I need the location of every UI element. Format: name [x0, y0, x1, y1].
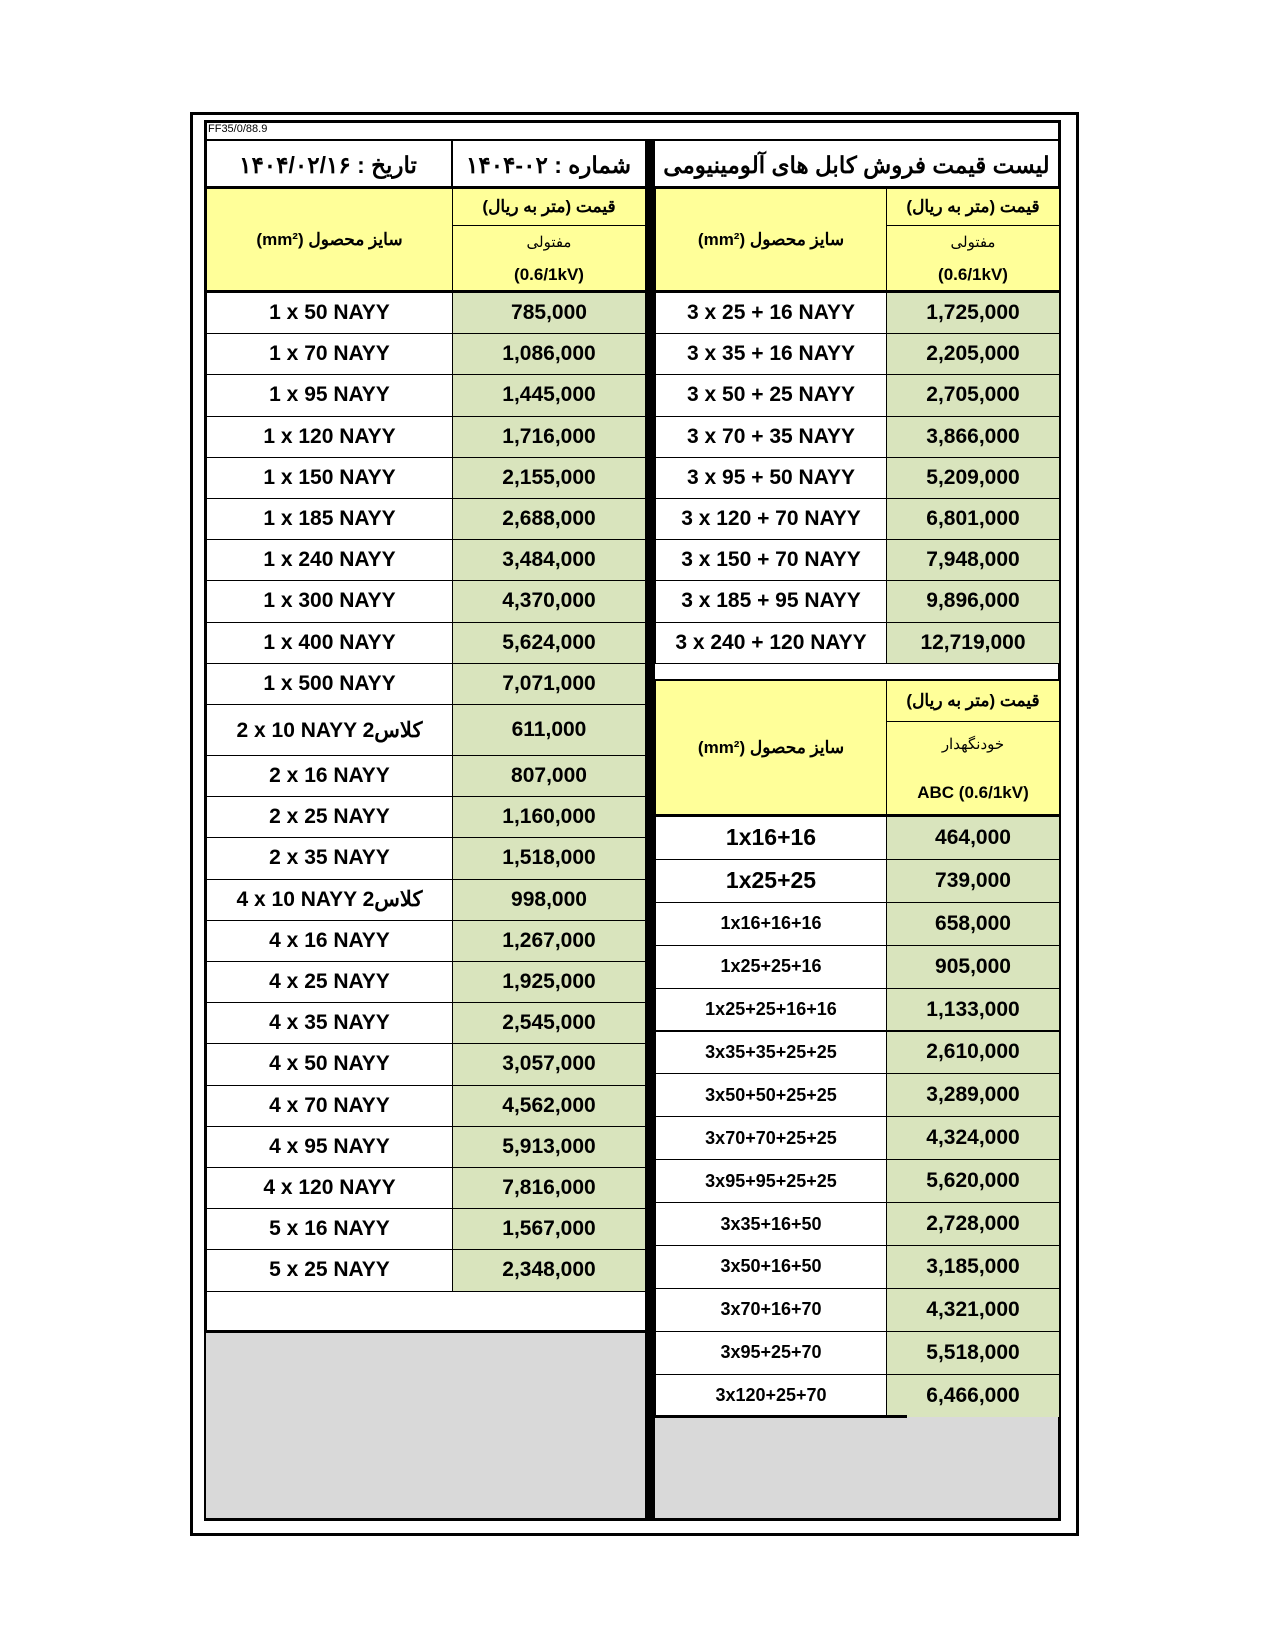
right-voltage-text: (0.6/1kV) — [938, 264, 1008, 284]
date-label: تاریخ : ۱۴۰۴/۰۲/۱۶ — [239, 151, 417, 178]
left-size-cell: 4 x 70 NAYY — [206, 1085, 453, 1127]
left-price-cell: 3,057,000 — [452, 1043, 646, 1085]
left-empty-area — [206, 1331, 645, 1518]
abc-size-cell: 1x16+16+16 — [655, 902, 887, 946]
right-price-cell: 9,896,000 — [886, 580, 1060, 622]
code-divider — [204, 139, 1061, 141]
abc-price-cell: 4,321,000 — [886, 1288, 1060, 1332]
left-stranded-header — [452, 225, 646, 292]
abc-type-header — [886, 721, 1060, 816]
left-price-cell: 2,348,000 — [452, 1249, 646, 1291]
right-price-cell: 3,866,000 — [886, 416, 1060, 458]
left-price-cell: 4,370,000 — [452, 580, 646, 622]
right-price-cell: 6,801,000 — [886, 498, 1060, 540]
abc-size-cell: 3x70+16+70 — [655, 1288, 887, 1332]
left-table-bottom — [204, 1330, 647, 1333]
left-price-cell: 7,071,000 — [452, 663, 646, 705]
left-price-cell: 5,913,000 — [452, 1126, 646, 1168]
abc-size-cell: 1x25+25 — [655, 859, 887, 903]
abc-size-cell: 3x35+35+25+25 — [655, 1031, 887, 1075]
abc-size-cell: 1x25+25+16 — [655, 945, 887, 989]
abc-price-cell: 1,133,000 — [886, 988, 1060, 1032]
abc-price-cell: 739,000 — [886, 859, 1060, 903]
left-price-cell: 998,000 — [452, 879, 646, 921]
right-size-cell: 3 x 240 + 120 NAYY — [655, 622, 887, 664]
abc-price-cell: 464,000 — [886, 816, 1060, 860]
abc-price-cell: 3,185,000 — [886, 1245, 1060, 1289]
abc-price-cell: 2,728,000 — [886, 1202, 1060, 1246]
right-size-cell: 3 x 50 + 25 NAYY — [655, 374, 887, 416]
right-price-cell: 1,725,000 — [886, 292, 1060, 334]
left-size-cell: 1 x 500 NAYY — [206, 663, 453, 705]
right-price-cell: 2,705,000 — [886, 374, 1060, 416]
abc-size-cell: 3x50+16+50 — [655, 1245, 887, 1289]
left-size-cell: 5 x 25 NAYY — [206, 1249, 453, 1291]
left-size-cell: 1 x 50 NAYY — [206, 292, 453, 334]
abc-size-cell: 3x95+25+70 — [655, 1331, 887, 1375]
abc-size-cell: 3x70+70+25+25 — [655, 1116, 887, 1160]
right-price-cell: 2,205,000 — [886, 333, 1060, 375]
right-price-header-text: قیمت (متر به ریال) — [906, 197, 1040, 216]
left-size-cell: 1 x 400 NAYY — [206, 622, 453, 664]
left-size-cell: 1 x 150 NAYY — [206, 457, 453, 499]
left-price-cell: 1,716,000 — [452, 416, 646, 458]
left-size-cell: 4 x 10 NAYY 2کلاس — [206, 879, 453, 921]
left-size-cell: 4 x 120 NAYY — [206, 1167, 453, 1209]
abc-price-cell: 5,620,000 — [886, 1159, 1060, 1203]
left-size-cell: 4 x 25 NAYY — [206, 961, 453, 1003]
left-price-cell: 807,000 — [452, 755, 646, 797]
abc-size-cell: 3x120+25+70 — [655, 1374, 887, 1418]
left-price-cell: 2,688,000 — [452, 498, 646, 540]
right-size-header-text: سایز محصول (mm²) — [697, 230, 845, 249]
right-stranded-header — [886, 225, 1060, 292]
right-size-cell: 3 x 185 + 95 NAYY — [655, 580, 887, 622]
left-size-cell: 2 x 16 NAYY — [206, 755, 453, 797]
number-label: شماره : ۰۲-۱۴۰۴ — [466, 151, 631, 178]
abc-size-cell: 1x25+25+16+16 — [655, 988, 887, 1032]
left-size-cell: 1 x 120 NAYY — [206, 416, 453, 458]
right-price-header — [886, 188, 1060, 226]
right-price-cell: 7,948,000 — [886, 539, 1060, 581]
left-size-header-text: سایز محصول (mm²) — [256, 230, 403, 249]
left-size-cell: 1 x 95 NAYY — [206, 374, 453, 416]
left-price-cell: 1,518,000 — [452, 837, 646, 879]
left-price-cell: 1,267,000 — [452, 920, 646, 962]
left-size-cell: 2 x 35 NAYY — [206, 837, 453, 879]
left-price-cell: 611,000 — [452, 704, 646, 756]
right-price-cell: 5,209,000 — [886, 457, 1060, 499]
left-stranded-text: مفتولی — [526, 233, 572, 251]
abc-size-header-text: سایز محصول (mm²) — [697, 738, 845, 757]
right-empty-area — [655, 1417, 1058, 1518]
left-size-cell: 4 x 35 NAYY — [206, 1002, 453, 1044]
abc-price-cell: 2,610,000 — [886, 1031, 1060, 1075]
left-voltage-text: (0.6/1kV) — [514, 264, 584, 284]
abc-price-cell: 5,518,000 — [886, 1331, 1060, 1375]
abc-price-cell: 658,000 — [886, 902, 1060, 946]
left-size-cell: 4 x 16 NAYY — [206, 920, 453, 962]
abc-price-cell: 4,324,000 — [886, 1116, 1060, 1160]
left-size-header — [206, 188, 453, 292]
left-price-cell: 785,000 — [452, 292, 646, 334]
abc-price-header — [886, 679, 1060, 722]
left-price-header-text: قیمت (متر به ریال) — [482, 197, 616, 216]
right-size-cell: 3 x 150 + 70 NAYY — [655, 539, 887, 581]
left-price-cell: 1,086,000 — [452, 333, 646, 375]
abc-size-cell: 3x35+16+50 — [655, 1202, 887, 1246]
abc-price-cell: 6,466,000 — [886, 1374, 1060, 1418]
right-size-cell: 3 x 25 + 16 NAYY — [655, 292, 887, 334]
left-size-cell: 1 x 300 NAYY — [206, 580, 453, 622]
left-size-cell: 2 x 10 NAYY 2کلاس — [206, 704, 453, 756]
abc-size-cell: 3x95+95+25+25 — [655, 1159, 887, 1203]
right-price-cell: 12,719,000 — [886, 622, 1060, 664]
left-price-cell: 1,567,000 — [452, 1208, 646, 1250]
left-price-cell: 2,155,000 — [452, 457, 646, 499]
right-size-header — [655, 188, 887, 292]
abc-price-cell: 3,289,000 — [886, 1073, 1060, 1117]
left-size-cell: 1 x 240 NAYY — [206, 539, 453, 581]
abc-size-cell: 3x50+50+25+25 — [655, 1073, 887, 1117]
left-size-cell: 2 x 25 NAYY — [206, 796, 453, 838]
right-size-cell: 3 x 35 + 16 NAYY — [655, 333, 887, 375]
left-price-header — [452, 188, 646, 226]
abc-price-cell: 905,000 — [886, 945, 1060, 989]
left-price-cell: 1,925,000 — [452, 961, 646, 1003]
right-stranded-text: مفتولی — [950, 233, 996, 251]
abc-voltage-text: ABC (0.6/1kV) — [917, 782, 1029, 802]
abc-type-text: خودنگهدار — [941, 735, 1005, 753]
left-price-cell: 1,160,000 — [452, 796, 646, 838]
document-title: لیست قیمت فروش کابل های آلومینیومی — [663, 151, 1050, 178]
left-price-cell: 3,484,000 — [452, 539, 646, 581]
left-price-cell: 4,562,000 — [452, 1085, 646, 1127]
right-size-cell: 3 x 70 + 35 NAYY — [655, 416, 887, 458]
right-size-cell: 3 x 120 + 70 NAYY — [655, 498, 887, 540]
abc-size-header — [655, 679, 887, 816]
left-size-cell: 1 x 185 NAYY — [206, 498, 453, 540]
left-price-cell: 2,545,000 — [452, 1002, 646, 1044]
form-code: FF35/0/88.9 — [208, 123, 268, 135]
left-price-cell: 1,445,000 — [452, 374, 646, 416]
left-size-cell: 5 x 16 NAYY — [206, 1208, 453, 1250]
left-size-cell: 4 x 50 NAYY — [206, 1043, 453, 1085]
center-separator — [645, 141, 655, 1518]
header-divider-1 — [451, 141, 453, 188]
abc-size-cell: 1x16+16 — [655, 816, 887, 860]
left-size-cell: 1 x 70 NAYY — [206, 333, 453, 375]
left-size-cell: 4 x 95 NAYY — [206, 1126, 453, 1168]
left-price-cell: 5,624,000 — [452, 622, 646, 664]
right-size-cell: 3 x 95 + 50 NAYY — [655, 457, 887, 499]
left-price-cell: 7,816,000 — [452, 1167, 646, 1209]
right-table-bottom — [655, 1415, 907, 1418]
abc-price-header-text: قیمت (متر به ریال) — [906, 691, 1040, 710]
